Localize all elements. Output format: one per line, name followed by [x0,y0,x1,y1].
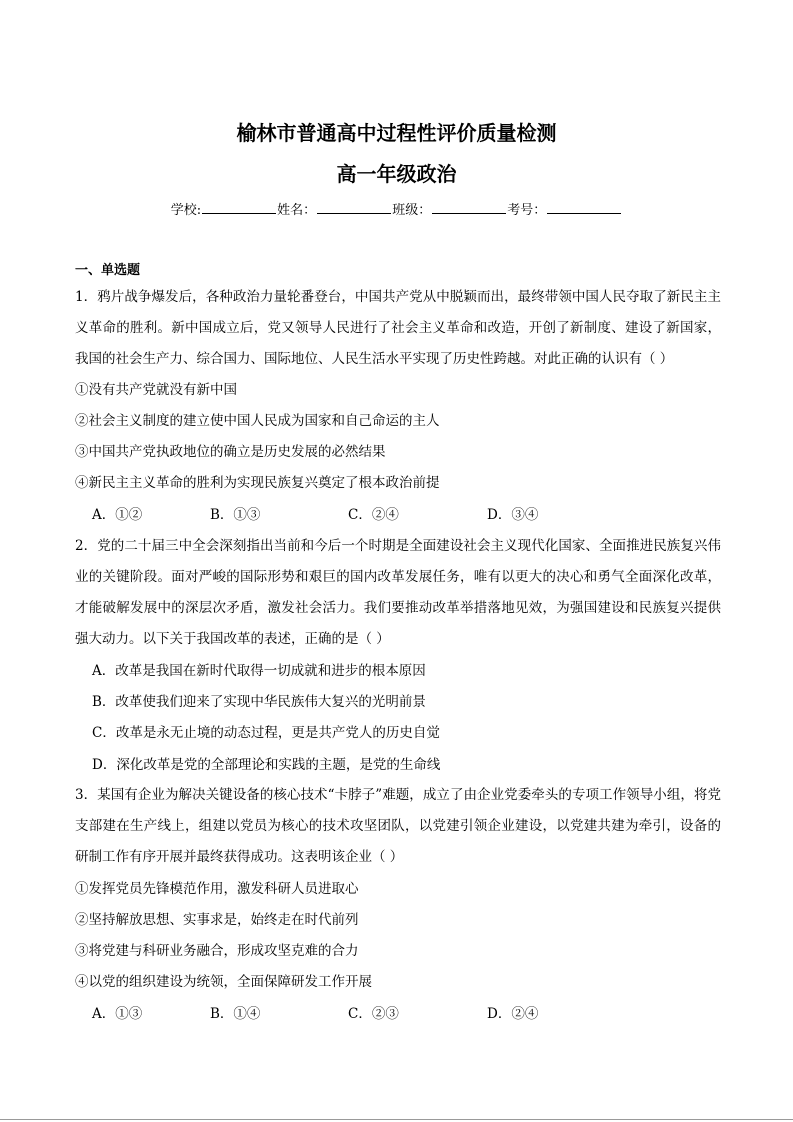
q2-option-a[interactable]: A．改革是我国在新时代取得一切成就和进步的根本原因 [92,663,426,679]
q1-statement-1: ①没有共产党就没有新中国 [75,382,237,398]
page-title: 榆林市普通高中过程性评价质量检测 [236,121,557,145]
question-2-stem: 2．党的二十届三中全会深刻指出当前和今后一个时期是全面建设社会主义现代化国家、全面推进民族复兴伟业的关键阶段。面对严峻的国际形势和艰巨的国内改革发展任务，唯有以更大的决心和勇气全面深化改革，才能破解发展中的深层次矛盾，激发社会活力。我们要推动改革举措落地见效，为强国建设和民族复兴提供强大动力。以下关于我国改革的表述，正确的是（ ） [75,538,721,647]
q3-statement-2: ②坚持解放思想、实事求是，始终走在时代前列 [75,912,359,928]
q1-option-a[interactable]: A．①② [92,507,143,523]
question-3-stem: 3．某国有企业为解决关键设备的核心技术“卡脖子”难题，成立了由企业党委牵头的专项工作领导小组，将党支部建在生产线上，组建以党员为核心的技术攻坚团队，以党建引领企业建设，以党建共建为牵引，设备的研制工作有序开展并最终获得成功。这表明该企业（ ） [75,787,721,865]
name-blank[interactable] [317,200,391,214]
q3-statement-1: ①发挥党员先锋模范作用，激发科研人员进取心 [75,881,359,897]
q1-statement-3: ③中国共产党执政地位的确立是历史发展的必然结果 [75,444,386,460]
q3-option-a[interactable]: A．①③ [92,1006,143,1022]
q1-option-b[interactable]: B．①③ [210,507,261,523]
q2-option-c[interactable]: C．改革是永无止境的动态过程，更是共产党人的历史自觉 [92,725,440,741]
q3-option-d[interactable]: D．②④ [487,1006,539,1022]
exam-no-label: 考号： [507,203,547,218]
exam-no-blank[interactable] [547,200,621,214]
q1-option-d[interactable]: D．③④ [487,507,539,523]
q2-option-b[interactable]: B．改革使我们迎来了实现中华民族伟大复兴的光明前景 [92,694,426,710]
q3-statement-3: ③将党建与科研业务融合，形成攻坚克难的合力 [75,943,359,959]
class-blank[interactable] [432,200,506,214]
name-label: 姓名： [277,203,317,218]
q1-statement-2: ②社会主义制度的建立使中国人民成为国家和自己命运的主人 [75,413,440,429]
q3-option-b[interactable]: B．①④ [210,1006,261,1022]
q3-option-c[interactable]: C．②③ [348,1006,399,1022]
school-label: 学校: [170,203,202,218]
question-1-stem: 1．鸦片战争爆发后，各种政治力量轮番登台，中国共产党从中脱颖而出，最终带领中国人民夺取了新民主主义革命的胜利。新中国成立后，党又领导人民进行了社会主义革命和改造，开创了新制度、建设了新国家，我国的社会生产力、综合国力、国际地位、人民生活水平实现了历史性跨越。对此正确的认识有（ ） [75,289,721,367]
page-subtitle: 高一年级政治 [336,162,457,186]
school-blank[interactable] [202,200,276,214]
page-bottom-rule [0,1119,793,1120]
q3-statement-4: ④以党的组织建设为统领，全面保障研发工作开展 [75,974,372,990]
section-title: 一、单选题 [75,263,141,278]
class-label: 班级： [392,203,432,218]
q2-option-d[interactable]: D．深化改革是党的全部理论和实践的主题，是党的生命线 [92,757,441,773]
student-info-line [0,200,793,220]
q1-option-c[interactable]: C．②④ [348,507,399,523]
q1-statement-4: ④新民主主义革命的胜利为实现民族复兴奠定了根本政治前提 [75,475,440,491]
